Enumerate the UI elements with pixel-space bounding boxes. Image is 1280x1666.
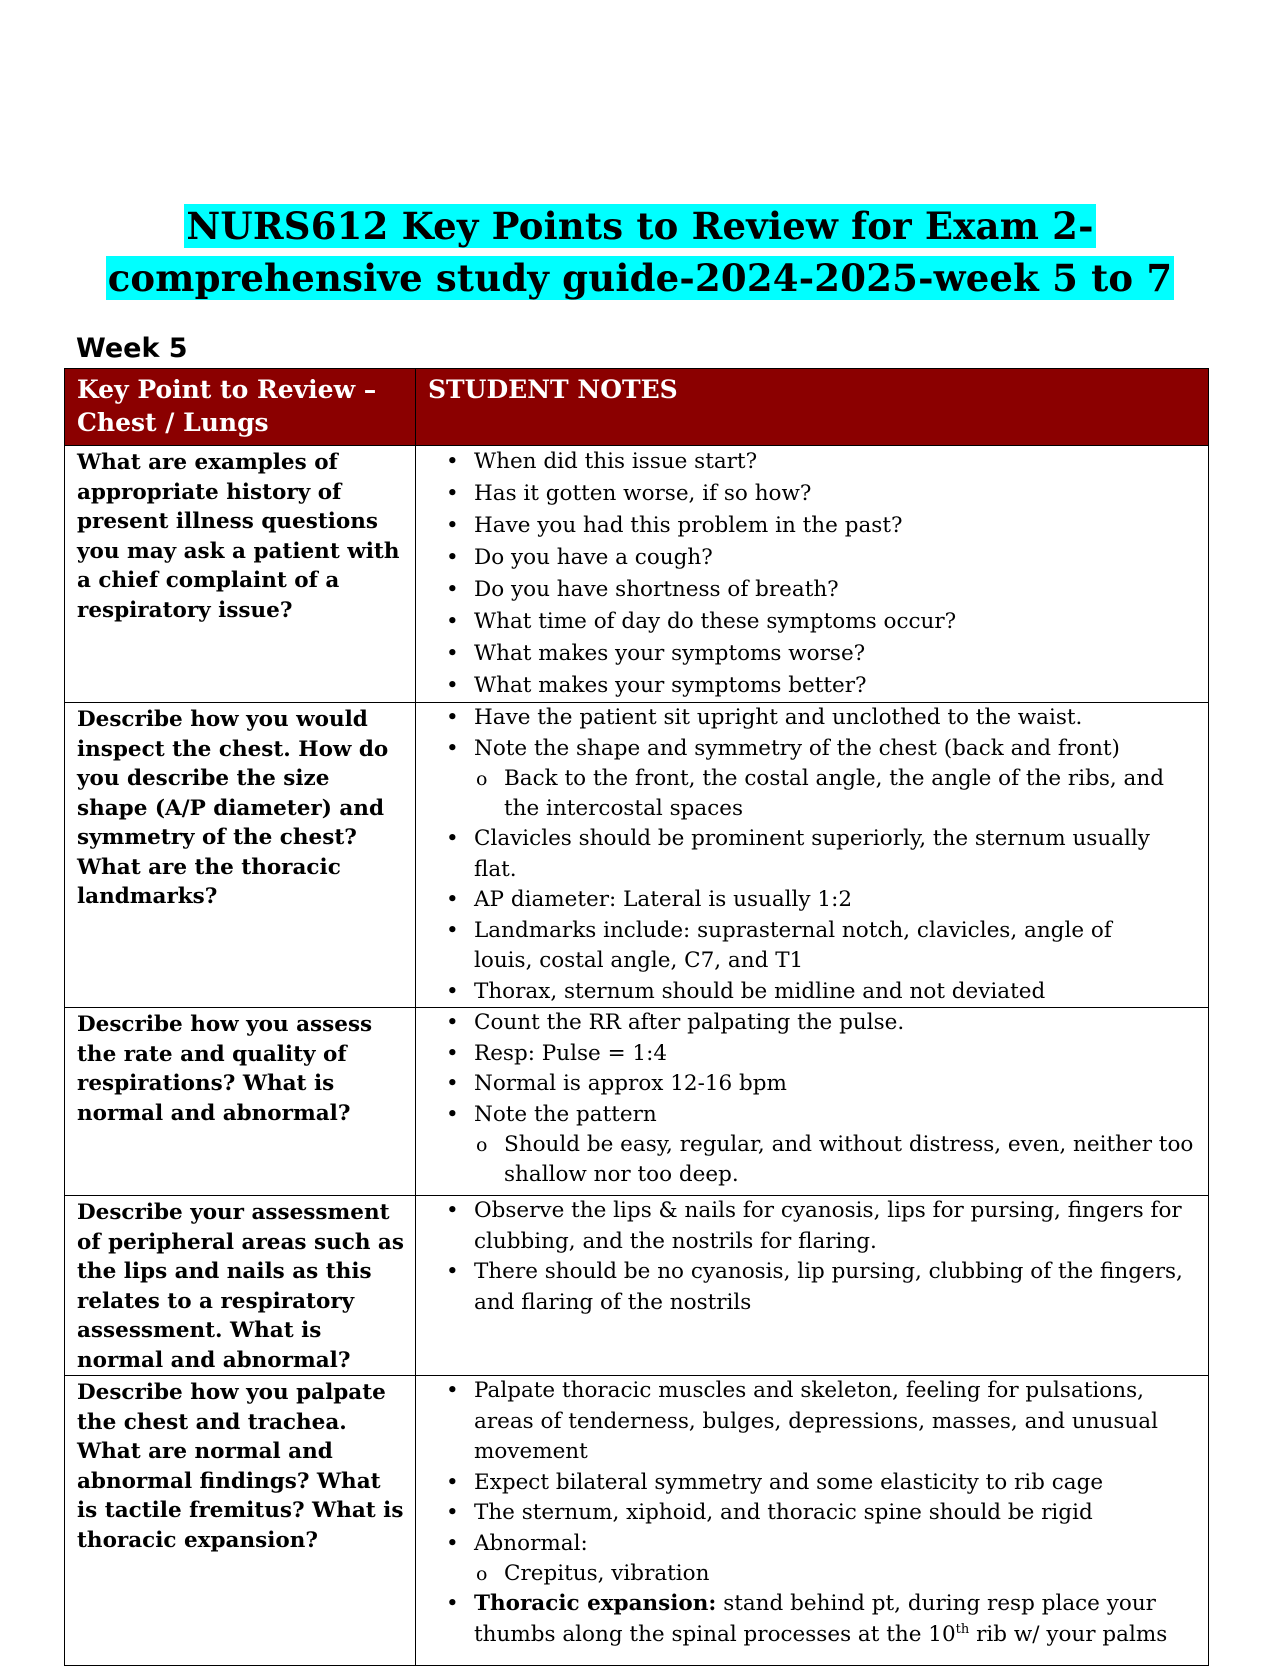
review-table	[64, 368, 1209, 1666]
notes-list	[416, 703, 1194, 1007]
table-row	[65, 1008, 1209, 1196]
bullet-icon: •	[446, 641, 459, 666]
question-cell: Describe your assessment of peripheral areas such as the lips and nails as this relates to a respiratory assessment. What is normal and abnormal?	[65, 1196, 416, 1376]
list-item: • Do you have a cough?	[416, 542, 1194, 574]
notes-cell	[416, 1376, 1209, 1666]
table-row	[65, 446, 1209, 703]
bullet-icon: •	[446, 826, 459, 851]
table-header-row	[65, 369, 1209, 446]
list-item: • Has it gotten worse, if so how?	[416, 478, 1194, 510]
list-item: • When did this issue start?	[416, 446, 1194, 478]
sub-bullet-icon: o	[476, 768, 488, 790]
bullet-icon: •	[446, 1530, 459, 1556]
document-title	[0, 200, 1280, 304]
table-row	[65, 703, 1209, 1008]
bullet-icon: •	[446, 609, 459, 634]
bullet-icon: •	[446, 545, 459, 570]
question-cell: Describe how you assess the rate and quality of respirations? What is normal and abnormal?	[65, 1008, 416, 1196]
list-item: • Clavicles should be prominent superiorly, the sternum usually flat.	[446, 826, 1150, 882]
header-key-point: Key Point to Review – Chest / Lungs	[65, 369, 416, 446]
bullet-icon: •	[446, 1259, 459, 1284]
list-item: • Observe the lips & nails for cyanosis, lips for pursing, fingers for clubbing, and the nostrils for flaring.	[446, 1198, 1182, 1254]
question-cell: Describe how you palpate the chest and trachea. What are normal and abnormal findings? What is tactile fremitus? What is thoracic expansion?	[65, 1376, 416, 1666]
bullet-icon: •	[446, 1198, 459, 1223]
sub-bullet-icon: o	[476, 1134, 488, 1156]
bullet-icon: •	[446, 1101, 459, 1127]
bullet-icon: •	[446, 1469, 459, 1495]
sub-list-item: o Back to the front, the costal angle, the angle of the ribs, and the intercostal spaces	[476, 766, 1164, 821]
list-item: • Note the shape and symmetry of the chest (back and front)	[416, 734, 1194, 765]
bullet-icon: •	[446, 1378, 459, 1403]
notes-list	[416, 1196, 1194, 1318]
bullet-icon: •	[446, 917, 459, 943]
sub-list-item: o Crepitus, vibration	[416, 1559, 1194, 1589]
notes-cell	[416, 703, 1209, 1008]
list-item: • Count the RR after palpating the pulse.	[416, 1008, 1194, 1039]
bullet-icon: •	[446, 673, 459, 698]
sub-list-item: o Should be easy, regular, and without distress, even, neither too shallow nor too deep.	[476, 1132, 1194, 1187]
table-row	[65, 1376, 1209, 1666]
list-item: • The sternum, xiphoid, and thoracic spine should be rigid	[416, 1498, 1194, 1529]
bullet-icon: •	[446, 1591, 459, 1616]
notes-list	[416, 446, 1194, 702]
bullet-icon: •	[446, 1071, 459, 1096]
bullet-icon: •	[446, 449, 459, 474]
bullet-icon: •	[446, 1500, 459, 1525]
question-cell: What are examples of appropriate history of present illness questions you may ask a patient with a chief complaint of a respiratory issue?	[65, 446, 416, 703]
list-item: • Thoracic expansion: stand behind pt, during resp place your thumbs along the spinal processes at the 10th rib w/ your palms	[446, 1591, 1168, 1647]
bullet-icon: •	[446, 978, 459, 1004]
list-item: • What time of day do these symptoms occur?	[416, 606, 1194, 638]
list-item: • Abnormal:	[416, 1529, 1194, 1560]
bullet-icon: •	[446, 481, 459, 506]
notes-cell	[416, 1196, 1209, 1376]
title-line-1: NURS612 Key Points to Review for Exam 2-	[186, 204, 1094, 248]
bullet-icon: •	[446, 735, 459, 761]
list-item: • Have the patient sit upright and unclothed to the waist.	[416, 703, 1194, 734]
list-item: • Landmarks include: suprasternal notch, clavicles, angle of louis, costal angle, C7, and T1	[446, 917, 1112, 973]
superscript-th: th	[955, 1621, 970, 1637]
notes-cell	[416, 1008, 1209, 1196]
question-cell: Describe how you would inspect the chest. How do you describe the size shape (A/P diameter) and symmetry of the chest? What are the thoracic landmarks?	[65, 703, 416, 1008]
list-item: • What makes your symptoms worse?	[416, 638, 1194, 670]
title-line-2: comprehensive study guide-2024-2025-week 5 to 7	[107, 256, 1173, 300]
list-item: • Do you have shortness of breath?	[416, 574, 1194, 606]
bullet-icon: •	[446, 513, 459, 538]
week-label: Week 5	[76, 333, 188, 364]
notes-list	[416, 1376, 1194, 1650]
list-item: • Resp: Pulse = 1:4	[416, 1039, 1194, 1070]
list-item: • There should be no cyanosis, lip pursing, clubbing of the fingers, and flaring of the nostrils	[446, 1259, 1183, 1315]
bullet-icon: •	[446, 705, 459, 730]
bullet-icon: •	[446, 577, 459, 602]
list-item: • AP diameter: Lateral is usually 1:2	[416, 885, 1194, 916]
list-item: • Note the pattern	[416, 1100, 1194, 1131]
list-item: • Have you had this problem in the past?	[416, 510, 1194, 542]
notes-cell	[416, 446, 1209, 703]
list-item: • Normal is approx 12-16 bpm	[416, 1069, 1194, 1100]
thoracic-expansion-label: Thoracic expansion:	[474, 1591, 717, 1616]
header-student-notes: STUDENT NOTES	[416, 369, 1209, 446]
bullet-icon: •	[446, 1010, 459, 1035]
list-item: • Thorax, sternum should be midline and not deviated	[416, 977, 1194, 1008]
bullet-icon: •	[446, 887, 459, 912]
bullet-icon: •	[446, 1040, 459, 1066]
list-item: • What makes your symptoms better?	[416, 670, 1194, 702]
notes-list	[416, 1008, 1194, 1190]
table-row	[65, 1196, 1209, 1376]
list-item: • Expect bilateral symmetry and some elasticity to rib cage	[416, 1468, 1194, 1499]
sub-bullet-icon: o	[476, 1563, 488, 1585]
list-item: • Palpate thoracic muscles and skeleton, feeling for pulsations, areas of tenderness, bulges, depressions, masses, and unusual movement	[446, 1378, 1158, 1464]
